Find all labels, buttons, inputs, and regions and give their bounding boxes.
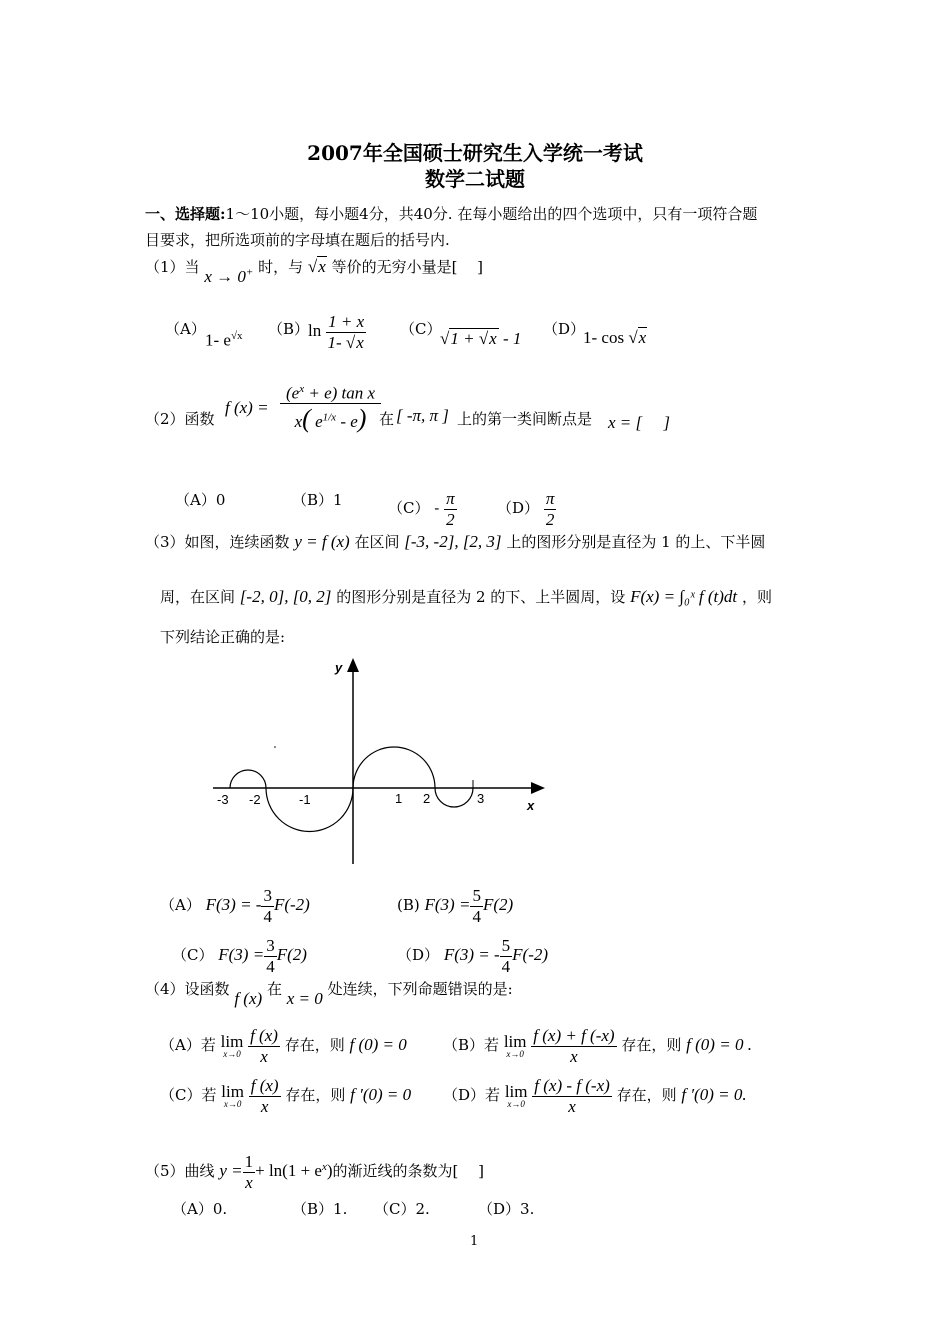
- section-intro-text: 1～10小题，每小题4分，共40分. 在每小题给出的四个选项中，只有一项符合题: [225, 205, 758, 223]
- q1-option-c: （C）: [400, 320, 442, 338]
- exam-subtitle: 数学二试题: [425, 167, 525, 191]
- y-axis-arrow: [347, 658, 359, 672]
- q3-line3: 下列结论正确的是:: [160, 628, 286, 646]
- q4-stem: （4）设函数 f (x) 在 x = 0 处连续，下列命题错误的是:: [145, 980, 513, 1008]
- q1-number: （1）当: [145, 258, 200, 276]
- tick-label: 3: [477, 791, 485, 806]
- q3-option-d: （D） F(3) = - $\frac{5}{4}$ F(-2): [397, 936, 549, 976]
- q4-option-c: （C）若 lim x→0 $\frac{f (x)}{x}$ 存在，则 f ′(0) = 0: [160, 1076, 412, 1116]
- tick-label: 1: [395, 791, 403, 806]
- q2-text: 上的第一类间断点是: [457, 410, 593, 428]
- q1-option-c-expr: √1 + √x - 1: [440, 329, 522, 348]
- q5-option-c: （C）2.: [374, 1200, 430, 1218]
- page-number: 1: [470, 1234, 479, 1249]
- q1-option-b-expr: ln $\frac{1 + x}{1- √x}$: [308, 312, 365, 352]
- section-intro-line2: 目要求，把所选项前的字母填在题后的括号内.: [145, 231, 450, 249]
- q2-answer-bracket: x = [ ]: [608, 413, 670, 432]
- q1-text: 时，与: [258, 258, 304, 276]
- q1-sqrt: √x: [307, 257, 326, 276]
- x-axis-arrow: [531, 782, 545, 794]
- q3-line2: 周，在区间 [-2, 0], [0, 2] 的图形分别是直径为 2 的下、上半圆周，设 F(x) = ∫₀ˣ f (t)dt ，则: [160, 587, 772, 606]
- q4-option-d: （D）若 lim x→0 $\frac{f (x) - f (-x)}{x}$ 存在，则 f ′(0) = 0.: [443, 1076, 747, 1116]
- q2-option-d: （D） $\frac{\pi}{2}$: [497, 489, 555, 529]
- q3-line1: （3）如图，连续函数 y = f (x) 在区间 [-3, -2], [2, 3] 上的图形分别是直径为 1 的上、下半圆: [145, 532, 766, 551]
- section-intro-line1: [145, 203, 757, 224]
- q2-interval: [ -π, π ]: [396, 406, 449, 425]
- q2-option-a: （A）0: [175, 491, 226, 509]
- q5-option-a: （A）0.: [172, 1200, 228, 1218]
- q2-text-on: 在: [379, 410, 395, 428]
- q4-option-b: （B）若 lim x→0 $\frac{f (x) + f (-x)}{x}$ 存在，则 f (0) = 0 .: [443, 1026, 752, 1066]
- q2-number: （2）函数: [145, 410, 215, 428]
- q3-option-b: (B) F(3) = $\frac{5}{4}$ F(2): [397, 886, 514, 926]
- q4-option-a: （A）若 lim x→0 $\frac{f (x)}{x}$ 存在，则 f (0) = 0: [160, 1026, 407, 1066]
- curve-upper-small: [230, 770, 266, 788]
- tick-label: -3: [217, 792, 229, 807]
- q1-option-d-expr: 1- cos √x: [583, 328, 647, 347]
- q1-option-b: （B）: [268, 320, 310, 338]
- q1-option-a-expr: 1- $e^{√x}$: [205, 330, 243, 350]
- q3-graph: [205, 650, 555, 870]
- x-axis-label: x: [527, 798, 535, 813]
- tick-label: 2: [423, 791, 431, 806]
- q5-option-d: （D）3.: [478, 1200, 535, 1218]
- curve-lower-small: [435, 788, 473, 807]
- q1-condition: x → 0+: [204, 266, 254, 286]
- tick-label: -2: [249, 792, 261, 807]
- q3-option-c: （C） F(3) = $\frac{3}{4}$ F(2): [172, 936, 307, 976]
- exam-title: 2007年全国硕士研究生入学统一考试: [307, 141, 643, 165]
- q3-option-a: （A） F(3) = - $\frac{3}{4}$ F(-2): [160, 886, 310, 926]
- q1-option-d: （D）: [543, 320, 586, 338]
- q1-text-end: 等价的无穷小量是[ ]: [331, 258, 484, 276]
- q1-option-a: （A）: [165, 320, 206, 338]
- curve-upper-big: [353, 747, 435, 788]
- q5-stem: （5）曲线 y = $\frac{1}{x}$ + $\ln(1 + e^x)$的渐近线的条数为[ ]: [145, 1152, 485, 1192]
- tick-label: -1: [299, 792, 311, 807]
- q1-stem: [145, 256, 484, 286]
- q2-fraction: $\frac{(e^x + e) \tan x}{x( e^{1/x} - e)}$: [280, 383, 381, 434]
- section-label: 一、选择题:: [145, 205, 226, 223]
- q5-option-b: （B）1.: [292, 1200, 348, 1218]
- y-axis-label: y: [335, 660, 343, 675]
- q2-option-c: （C） - $\frac{\pi}{2}$: [388, 489, 455, 529]
- q2-fx: f (x) =: [225, 398, 269, 417]
- q2-option-b: （B）1: [292, 491, 343, 509]
